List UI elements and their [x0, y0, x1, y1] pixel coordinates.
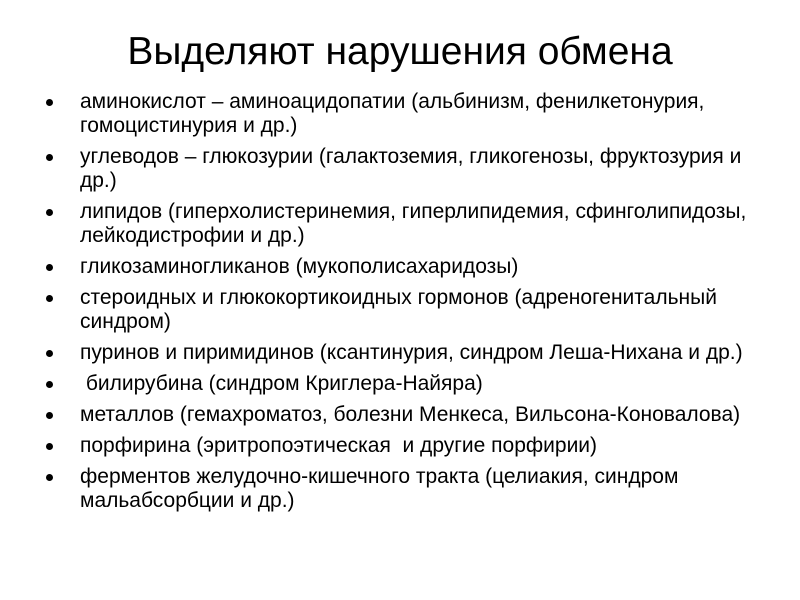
- bullet-dot-icon: [46, 381, 53, 388]
- bullet-item-carbohydrates: [46, 145, 776, 193]
- bullet-item-porphyrin: [46, 434, 776, 458]
- slide-title: Выделяют нарушения обмена: [127, 30, 673, 73]
- bullet-dot-icon: [46, 443, 53, 450]
- bullet-item-amino-acids: [46, 90, 776, 138]
- bullet-text: аминокислот – аминоацидопатии (альбинизм, фенилкетонурия, гомоцистинурия и др.): [80, 90, 711, 137]
- bullet-item-bilirubin: [46, 372, 776, 396]
- bullet-dot-icon: [46, 209, 53, 216]
- bullet-item-glycosaminoglycans: [46, 255, 776, 279]
- bullet-text: ферментов желудочно-кишечного тракта (целиакия, синдром мальабсорбции и др.): [80, 465, 685, 512]
- bullet-dot-icon: [46, 154, 53, 161]
- bullet-item-purines: [46, 341, 776, 365]
- bullet-text: стероидных и глюкокортикоидных гормонов (адреногенитальный синдром): [80, 286, 723, 333]
- bullet-item-steroid-hormones: [46, 286, 776, 334]
- bullet-dot-icon: [46, 412, 53, 419]
- bullet-item-gi-enzymes: [46, 465, 776, 513]
- bullet-text: металлов (гемахроматоз, болезни Менкеса, Вильсона-Коновалова): [80, 403, 741, 426]
- bullet-item-metals: [46, 403, 776, 427]
- bullet-item-lipids: [46, 200, 776, 248]
- bullet-text: углеводов – глюкозурии (галактоземия, гликогенозы, фруктозурия и др.): [80, 145, 748, 192]
- bullet-text: пуринов и пиримидинов (ксантинурия, синдром Леша-Нихана и др.): [80, 341, 743, 364]
- bullet-dot-icon: [46, 474, 53, 481]
- bullet-text: гликозаминогликанов (мукополисахаридозы): [80, 255, 519, 278]
- bullet-text: билирубина (синдром Криглера-Найяра): [80, 372, 483, 395]
- bullet-text: липидов (гиперхолистеринемия, гиперлипидемия, сфинголипидозы, лейкодистрофии и др.): [80, 200, 753, 247]
- bullet-dot-icon: [46, 295, 53, 302]
- bullet-list: [46, 90, 776, 520]
- bullet-dot-icon: [46, 264, 53, 271]
- bullet-text: порфирина (эритропоэтическая и другие порфирии): [80, 434, 598, 457]
- bullet-dot-icon: [46, 350, 53, 357]
- bullet-dot-icon: [46, 99, 53, 106]
